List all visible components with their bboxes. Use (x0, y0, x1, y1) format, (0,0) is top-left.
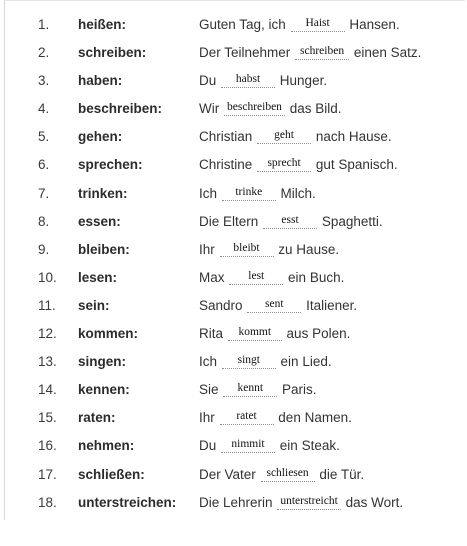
sentence (199, 157, 398, 172)
answer-blank[interactable] (228, 326, 282, 341)
handwritten-answer: sprecht (267, 157, 301, 170)
answer-blank[interactable] (295, 45, 349, 60)
sentence-start: Die Lehrerin (199, 494, 273, 510)
infinitive-verb: sein: (78, 297, 110, 313)
sentence-start: Ihr (199, 410, 215, 426)
item-number: 1. (38, 17, 50, 32)
sentence (199, 438, 340, 453)
exercise-row (0, 350, 467, 378)
infinitive-verb: essen: (78, 213, 121, 229)
sentence-end: das Bild. (289, 101, 342, 117)
sentence-end: Hunger. (279, 73, 328, 89)
sentence (199, 326, 350, 341)
sentence (199, 382, 317, 397)
sentence (199, 410, 352, 425)
handwritten-answer: ratet (236, 410, 257, 423)
handwritten-answer: Haist (305, 17, 330, 29)
answer-blank[interactable] (221, 438, 275, 453)
sentence-start: Der Teilnehmer (199, 45, 291, 61)
handwritten-answer: singt (237, 354, 260, 367)
sentence-start: Christian (199, 129, 253, 145)
infinitive-verb: gehen: (78, 129, 123, 145)
exercise-row (0, 13, 467, 41)
exercise-row (0, 238, 467, 266)
infinitive-verb: singen: (78, 354, 127, 370)
handwritten-answer: geht (274, 129, 294, 142)
answer-blank[interactable] (221, 73, 275, 88)
sentence-start: Christine (199, 157, 253, 173)
item-number: 15. (38, 410, 57, 426)
answer-blank[interactable] (291, 17, 345, 32)
exercise-row (0, 406, 467, 434)
item-number: 11. (38, 297, 56, 313)
infinitive-verb: raten: (78, 410, 116, 426)
item-number: 14. (38, 382, 57, 398)
sentence (199, 45, 421, 60)
sentence-start: Ich (199, 354, 218, 370)
exercise-row (0, 463, 467, 491)
item-number: 10. (38, 269, 57, 285)
answer-blank[interactable] (223, 382, 277, 397)
infinitive-verb: heißen: (78, 17, 127, 32)
answer-blank[interactable] (277, 495, 340, 510)
exercise-row (0, 182, 467, 210)
item-number: 6. (38, 157, 50, 173)
handwritten-answer: unterstreicht (280, 494, 338, 507)
sentence (199, 73, 327, 88)
infinitive-verb: trinken: (78, 185, 128, 201)
sentence (199, 495, 403, 510)
item-number: 9. (38, 241, 50, 257)
sentence-end: ein Buch. (288, 269, 345, 285)
sentence-start: Du (199, 73, 217, 89)
handwritten-answer: trinke (235, 185, 263, 198)
infinitive-verb: kennen: (78, 382, 130, 398)
handwritten-answer: bleibt (233, 241, 260, 254)
item-number: 18. (38, 494, 57, 510)
handwritten-answer: habst (235, 73, 261, 86)
item-number: 5. (38, 129, 50, 145)
exercise-row (0, 153, 467, 181)
answer-blank[interactable] (247, 298, 301, 313)
sentence-start: Sandro (199, 297, 243, 313)
item-number: 2. (38, 45, 50, 61)
answer-blank[interactable] (229, 270, 283, 285)
infinitive-verb: bleiben: (78, 241, 130, 257)
item-number: 16. (38, 438, 57, 454)
exercise-row (0, 491, 467, 519)
item-number: 3. (38, 73, 50, 89)
handwritten-answer: kennt (237, 382, 264, 395)
sentence-start: Wir (199, 101, 220, 117)
sentence-end: ein Lied. (280, 354, 332, 370)
answer-blank[interactable] (222, 186, 276, 201)
handwritten-answer: kommt (238, 326, 272, 339)
item-number: 8. (38, 213, 50, 229)
sentence-end: das Wort. (345, 494, 404, 510)
sentence-end: Milch. (280, 185, 316, 201)
sentence (199, 467, 364, 482)
answer-blank[interactable] (263, 214, 317, 229)
answer-blank[interactable] (257, 129, 311, 144)
sentence-start: Sie (199, 382, 219, 398)
exercise-row (0, 322, 467, 350)
sentence-end: den Namen. (278, 410, 352, 426)
infinitive-verb: nehmen: (78, 438, 135, 454)
sentence-end: ein Steak. (279, 438, 340, 454)
handwritten-answer: lest (248, 269, 265, 282)
sentence-end: nach Hause. (315, 129, 392, 145)
exercise-row (0, 41, 467, 69)
infinitive-verb: unterstreichen: (78, 494, 177, 510)
exercise-row (0, 125, 467, 153)
infinitive-verb: schreiben: (78, 45, 147, 61)
answer-blank[interactable] (261, 467, 315, 482)
exercise-row (0, 294, 467, 322)
handwritten-answer: beschreiben (227, 101, 282, 114)
infinitive-verb: schließen: (78, 466, 145, 482)
sentence-end: Spaghetti. (321, 213, 383, 229)
answer-blank[interactable] (224, 101, 285, 116)
sentence (199, 354, 332, 369)
handwritten-answer: esst (281, 213, 299, 226)
sentence-start: Rita (199, 326, 224, 342)
sentence-start: Die Eltern (199, 213, 259, 229)
sentence (199, 298, 357, 313)
item-number: 4. (38, 101, 50, 117)
handwritten-answer: schliesen (266, 466, 309, 479)
answer-blank[interactable] (220, 410, 274, 425)
infinitive-verb: lesen: (78, 269, 118, 285)
sentence (199, 242, 339, 257)
sentence-start: Ich (199, 185, 218, 201)
infinitive-verb: sprechen: (78, 157, 143, 173)
handwritten-answer: sent (265, 297, 284, 310)
sentence-end: einen Satz. (353, 45, 422, 61)
sentence (199, 101, 341, 116)
sentence-end: Hansen. (349, 17, 400, 32)
handwritten-answer: schreiben (300, 45, 345, 58)
exercise-list (0, 13, 467, 519)
infinitive-verb: haben: (78, 73, 123, 89)
answer-blank[interactable] (222, 354, 276, 369)
sentence (199, 129, 392, 144)
answer-blank[interactable] (257, 157, 311, 172)
sentence-start: Ihr (199, 241, 215, 257)
sentence-start: Du (199, 438, 217, 454)
sentence-end: aus Polen. (286, 326, 351, 342)
sentence-start: Guten Tag, ich (199, 17, 286, 32)
exercise-row (0, 266, 467, 294)
page-edge-top (5, 0, 465, 1)
handwritten-answer: nimmit (231, 438, 265, 451)
sentence-end: zu Hause. (278, 241, 340, 257)
sentence (199, 186, 316, 201)
sentence (199, 214, 383, 229)
infinitive-verb: beschreiben: (78, 101, 163, 117)
item-number: 7. (38, 185, 50, 201)
sentence-end: Italiener. (306, 297, 358, 313)
exercise-row (0, 434, 467, 462)
sentence-start: Max (199, 269, 225, 285)
item-number: 13. (38, 354, 57, 370)
sentence-start: Der Vater (199, 466, 256, 482)
exercise-row (0, 97, 467, 125)
infinitive-verb: kommen: (78, 326, 139, 342)
exercise-row (0, 378, 467, 406)
answer-blank[interactable] (220, 242, 274, 257)
exercise-row (0, 210, 467, 238)
exercise-row (0, 69, 467, 97)
sentence-end: Paris. (282, 382, 317, 398)
sentence (199, 270, 344, 285)
sentence (199, 17, 400, 32)
item-number: 17. (38, 466, 57, 482)
item-number: 12. (38, 326, 57, 342)
sentence-end: gut Spanisch. (315, 157, 398, 173)
sentence-end: die Tür. (319, 466, 365, 482)
